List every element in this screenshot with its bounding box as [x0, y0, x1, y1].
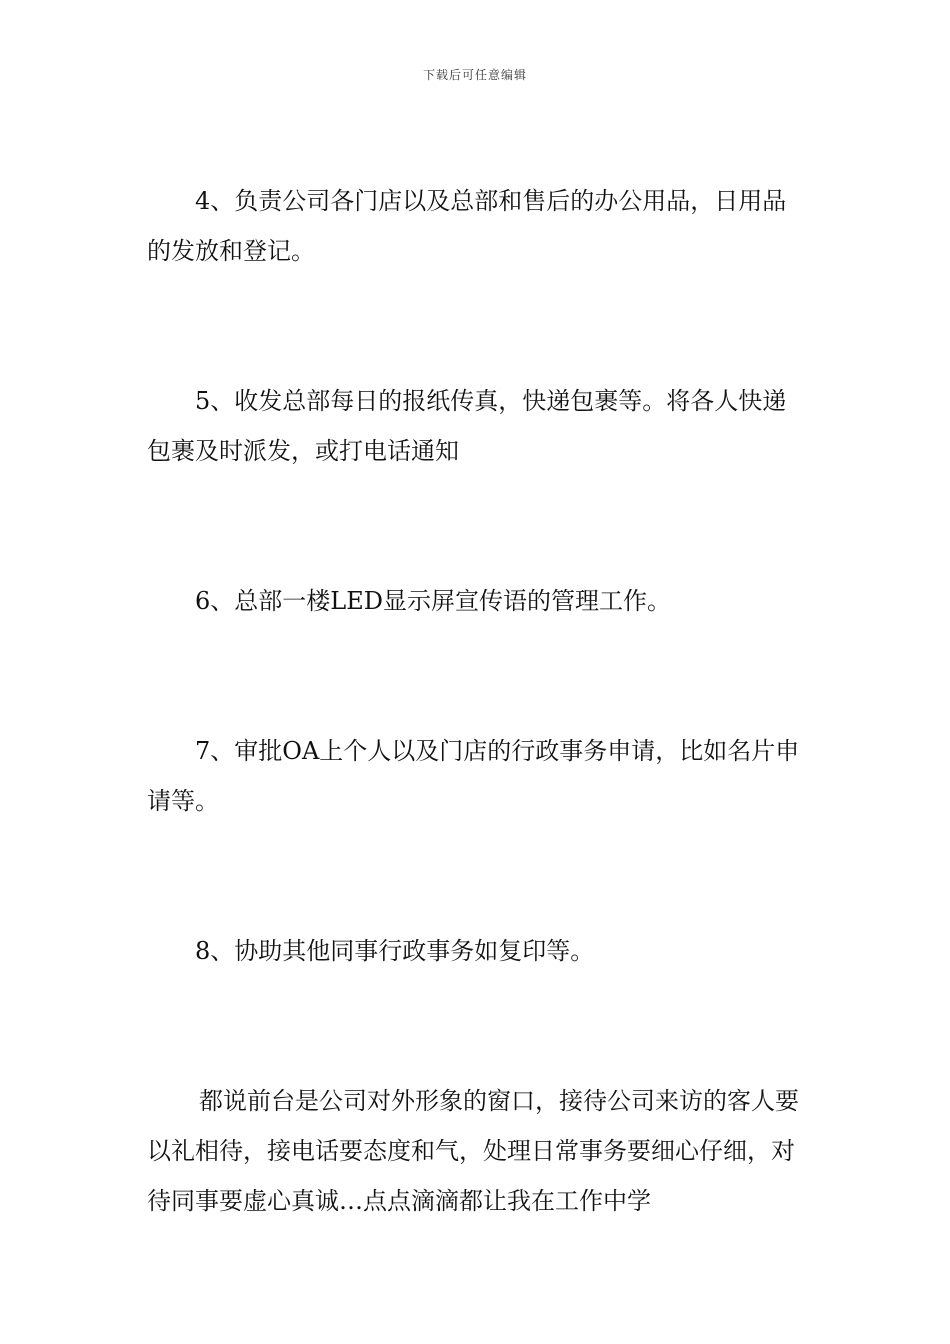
paragraph-item-7: 7、审批OA上个人以及门店的行政事务申请，比如名片申请等。 [147, 737, 800, 815]
paragraph-summary: 都说前台是公司对外形象的窗口，接待公司来访的客人要以礼相待，接电话要态度和气，处理日常事务要细心仔细，对待同事要虚心真诚…点点滴滴都让我在工作中学 [147, 1087, 799, 1215]
paragraph-item-8: 8、协助其他同事行政事务如复印等。 [195, 937, 595, 965]
paragraph-item-5: 5、收发总部每日的报纸传真，快递包裹等。将各人快递包裹及时派发，或打电话通知 [147, 387, 787, 465]
paragraph-item-6: 6、总部一楼LED显示屏宣传语的管理工作。 [195, 587, 671, 615]
page-header: 下载后可任意编辑 [422, 68, 527, 82]
paragraph-item-4: 4、负责公司各门店以及总部和售后的办公用品，日用品的发放和登记。 [147, 187, 787, 265]
